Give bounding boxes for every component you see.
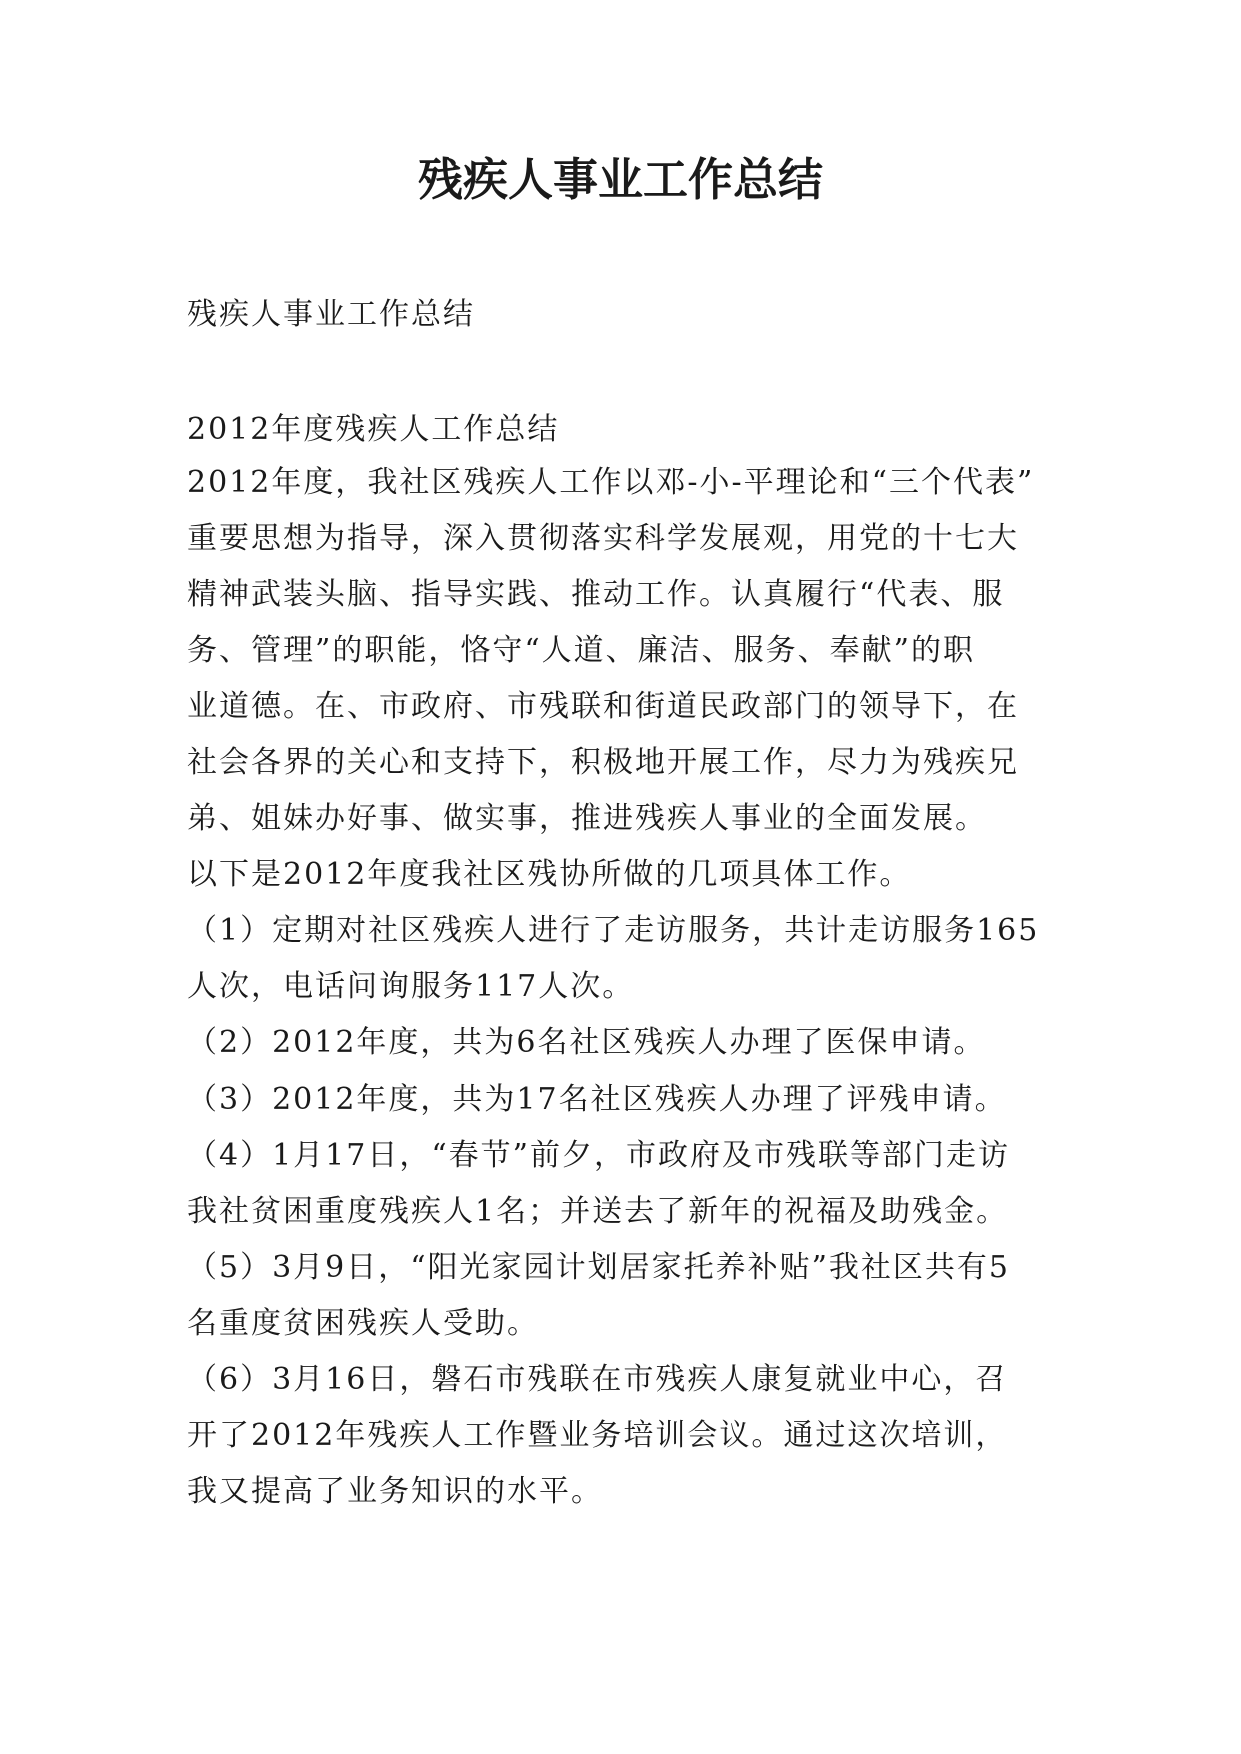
body-line: 社会各界的关心和支持下，积极地开展工作，尽力为残疾兄 xyxy=(187,745,1019,780)
body-line: 名重度贫困残疾人受助。 xyxy=(187,1306,539,1341)
body-line: 我又提高了业务知识的水平。 xyxy=(187,1474,603,1509)
body-line: 开了2012年残疾人工作暨业务培训会议。通过这次培训， xyxy=(187,1418,1008,1453)
body-line: （5）3月9日，“阳光家园计划居家托养补贴”我社区共有5 xyxy=(187,1250,1011,1285)
body-line: （6）3月16日，磐石市残联在市残疾人康复就业中心，召 xyxy=(187,1362,1008,1397)
document-subtitle: 残疾人事业工作总结 xyxy=(187,297,475,332)
document-title: 残疾人事业工作总结 xyxy=(417,153,823,206)
body-line: 务、管理”的职能，恪守“人道、廉洁、服务、奉献”的职 xyxy=(187,633,976,668)
body-line: 弟、姐妹办好事、做实事，推进残疾人事业的全面发展。 xyxy=(187,801,987,836)
body-line: （1）定期对社区残疾人进行了走访服务，共计走访服务165 xyxy=(187,913,1040,948)
body-line: 精神武装头脑、指导实践、推动工作。认真履行“代表、服 xyxy=(187,577,1005,612)
body-line: 2012年度，我社区残疾人工作以邓-小-平理论和“三个代表” xyxy=(187,465,1035,500)
body-line: 人次，电话问询服务117人次。 xyxy=(187,969,635,1004)
body-line: （2）2012年度，共为6名社区残疾人办理了医保申请。 xyxy=(187,1025,986,1060)
body-line: 以下是2012年度我社区残协所做的几项具体工作。 xyxy=(187,857,912,892)
section-heading: 2012年度残疾人工作总结 xyxy=(187,412,560,447)
body-line: （3）2012年度，共为17名社区残疾人办理了评残申请。 xyxy=(187,1082,1007,1117)
body-line: 业道德。在、市政府、市残联和街道民政部门的领导下，在 xyxy=(187,689,1019,724)
body-line: （4）1月17日，“春节”前夕，市政府及市残联等部门走访 xyxy=(187,1138,1011,1173)
body-line: 重要思想为指导，深入贯彻落实科学发展观，用党的十七大 xyxy=(187,521,1019,556)
body-line: 我社贫困重度残疾人1名；并送去了新年的祝福及助残金。 xyxy=(187,1194,1009,1229)
